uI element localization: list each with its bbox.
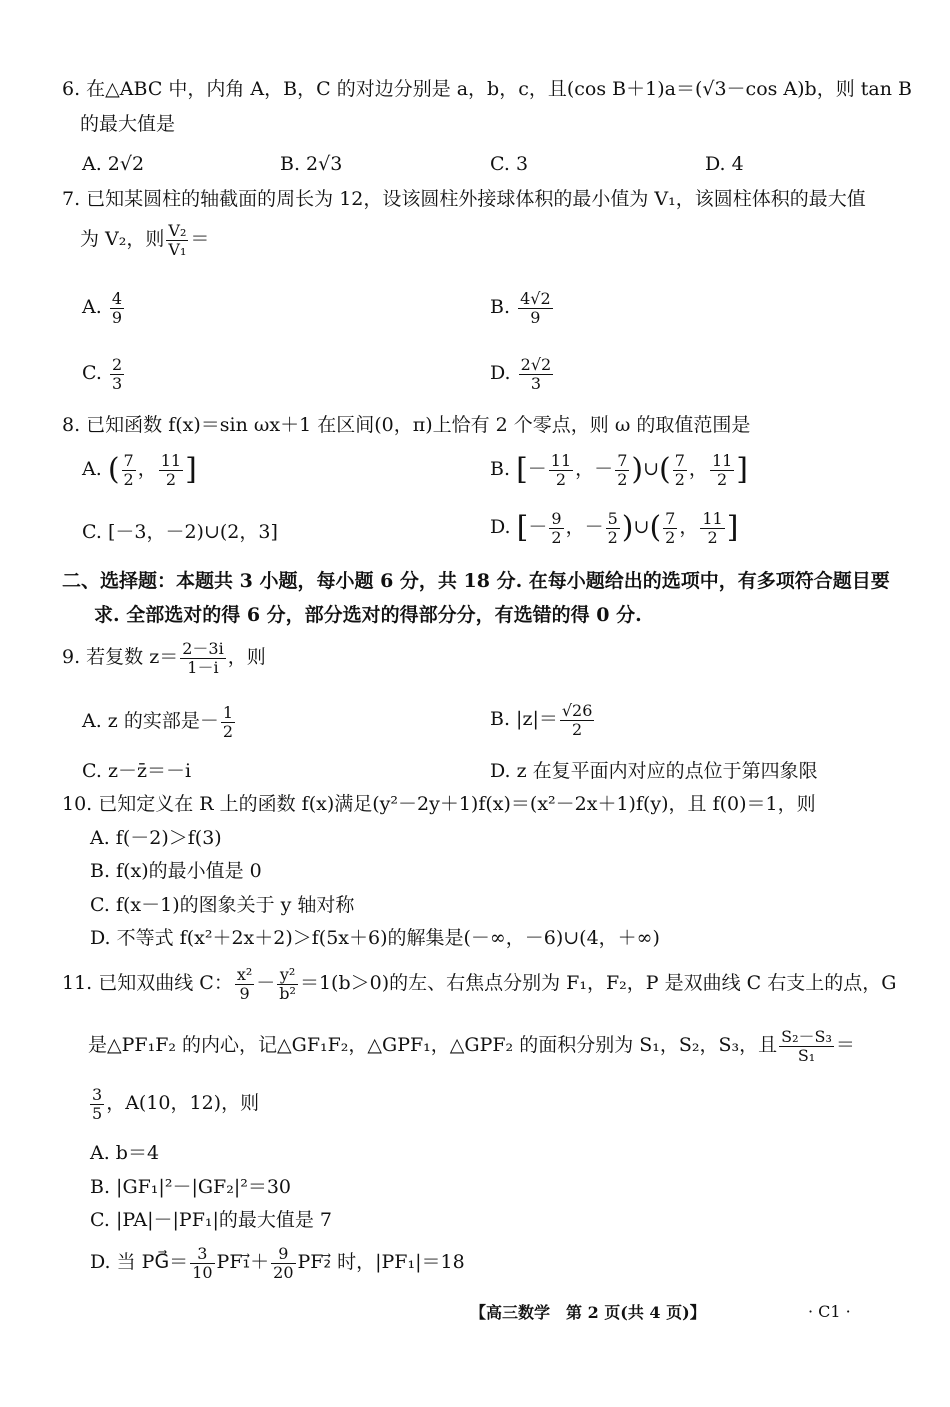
q9-option-b: B. |z|＝ $\frac{√26}{2}$ (490, 701, 593, 739)
q7-option-b: B. $\frac{4√2}{9}$ (490, 289, 551, 327)
q6-option-d: D. 4 (705, 153, 744, 175)
q6-stem-line2: 的最大值是 (80, 113, 176, 135)
q11-stem-line1: 11. 已知双曲线 C： $\frac{\text{x²}}{9}$ － $\frac{\text{y²}}{\text{b²}}$ ＝1(b＞0)的左、右焦点分别为 F₁，F₂，P 是双曲线 C 右支上的点，G (62, 965, 897, 1003)
q7-ratio-fraction: $\frac{\text{V₂}}{\text{V₁}}$ (168, 221, 187, 259)
q8-option-a: A. ( $\frac{7}{2}$ ， $\frac{11}{2}$ ] (82, 451, 197, 489)
q6-option-a: A. 2√2 (82, 153, 145, 175)
q7-option-d: D. $\frac{2√2}{3}$ (490, 355, 552, 393)
q9-option-d: D. z 在复平面内对应的点位于第四象限 (490, 760, 818, 782)
q8-option-c: C. [－3，－2)∪(2，3] (82, 521, 278, 543)
q11-option-d: D. 当 PG⃗＝ $\frac{3}{10}$ PF₁⃗＋ $\frac{9}{20}$ PF₂⃗ 时，|PF₁|＝18 (90, 1244, 465, 1282)
q11-stem-line2: 是△PF₁F₂ 的内心，记△GF₁F₂，△GPF₁，△GPF₂ 的面积分别为 S₁，S₂，S₃，且 $\frac{\text{S₂－S₃}}{\text{S₁}}$ ＝ (88, 1027, 855, 1065)
q8-option-b: B. [－ $\frac{11}{2}$ ，－ $\frac{7}{2}$ )∪( $\frac{7}{2}$ ， $\frac{11}{2}$ ] (490, 451, 749, 489)
page-footer: 【高三数学 第 2 页(共 4 页)】 (470, 1303, 706, 1322)
q7-option-c: C. $\frac{2}{3}$ (82, 355, 123, 393)
q9-option-c: C. z－z̄＝－i (82, 760, 192, 782)
q11-option-c: C. |PA|－|PF₁|的最大值是 7 (90, 1209, 333, 1231)
q11-option-a: A. b＝4 (90, 1142, 160, 1164)
q9-stem: 9. 若复数 z＝ $\frac{2-3i}{1-i}$ ，则 (62, 639, 266, 677)
q7-option-a: A. $\frac{4}{9}$ (82, 289, 122, 327)
q6-stem-line1: 6. 在△ABC 中，内角 A，B，C 的对边分别是 a，b，c，且(cos B＋1)a＝(√3－cos A)b，则 tan B (62, 78, 912, 100)
q10-stem: 10. 已知定义在 R 上的函数 f(x)满足(y²－2y＋1)f(x)＝(x²－2x＋1)f(y)，且 f(0)＝1，则 (62, 793, 816, 815)
q6-option-b: B. 2√3 (280, 153, 343, 175)
q7-stem-line1: 7. 已知某圆柱的轴截面的周长为 12，设该圆柱外接球体积的最小值为 V₁，该圆柱体积的最大值 (62, 188, 866, 210)
q8-option-d: D. [－ $\frac{9}{2}$ ，－ $\frac{5}{2}$ )∪( $\frac{7}{2}$ ， $\frac{11}{2}$ ] (490, 509, 739, 547)
section2-instructions-line1: 二、选择题：本题共 3 小题，每小题 6 分，共 18 分. 在每小题给出的选项中，有多项符合题目要 (62, 570, 890, 592)
q11-stem-line3: $\frac{3}{5}$ ，A(10，12)，则 (92, 1085, 260, 1123)
q10-option-a: A. f(－2)＞f(3) (90, 827, 222, 849)
q10-option-d: D. 不等式 f(x²＋2x＋2)＞f(5x＋6)的解集是(－∞，－6)∪(4，＋∞) (90, 927, 660, 949)
q9-option-a: A. z 的实部是－ $\frac{1}{2}$ (82, 703, 234, 741)
section2-instructions-line2: 求. 全部选对的得 6 分，部分选对的得部分分，有选错的得 0 分. (94, 604, 642, 626)
paper-code-mark: · C1 · (808, 1302, 851, 1321)
q10-option-b: B. f(x)的最小值是 0 (90, 860, 262, 882)
q11-option-b: B. |GF₁|²－|GF₂|²＝30 (90, 1176, 292, 1198)
q8-stem: 8. 已知函数 f(x)＝sin ωx＋1 在区间(0，π)上恰有 2 个零点，则 ω 的取值范围是 (62, 414, 751, 436)
q10-option-c: C. f(x－1)的图象关于 y 轴对称 (90, 894, 355, 916)
q6-option-c: C. 3 (490, 153, 529, 175)
q7-stem-line2: 为 V₂，则 $\frac{\text{V₂}}{\text{V₁}}$ ＝ (80, 221, 210, 259)
